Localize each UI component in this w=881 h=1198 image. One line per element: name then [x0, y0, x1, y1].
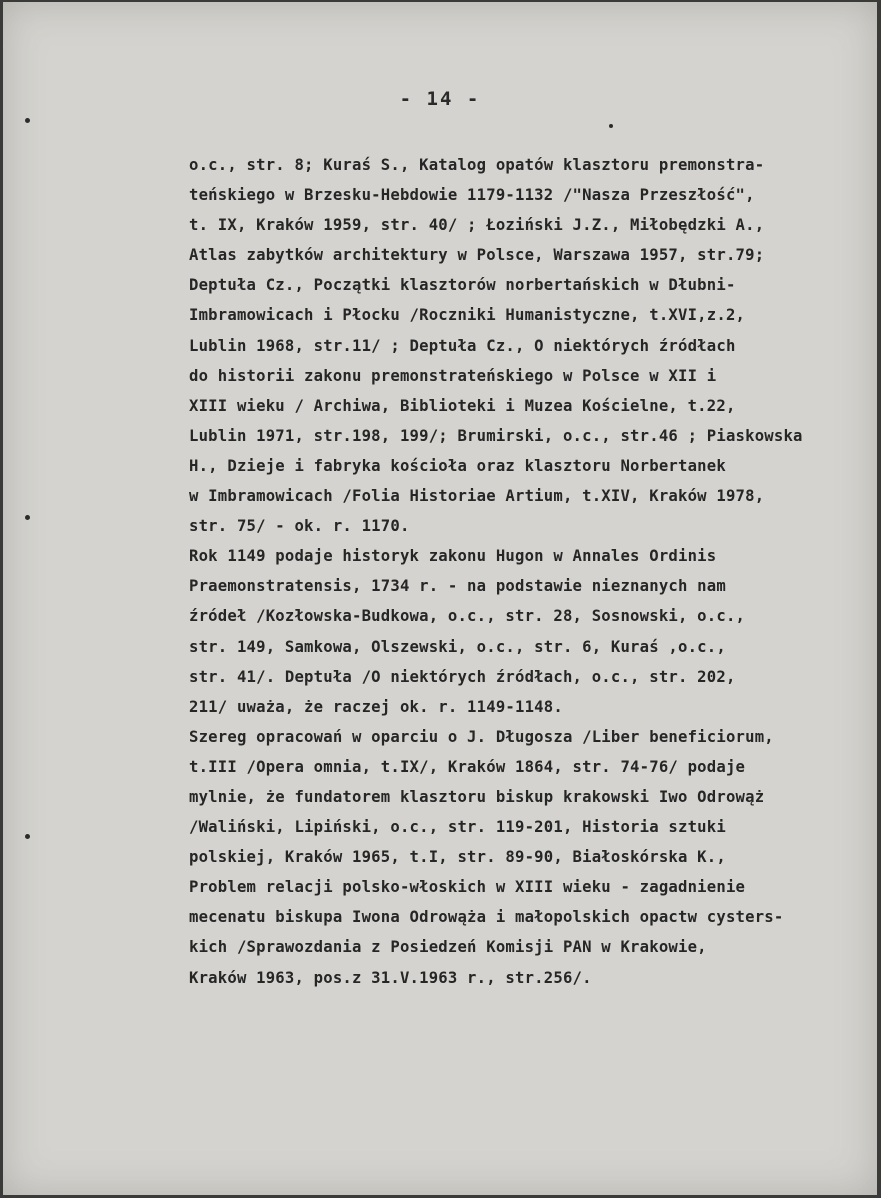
text-line: t. IX, Kraków 1959, str. 40/ ; Łoziński J.Z., Miłobędzki A., — [189, 216, 765, 235]
text-line: Atlas zabytków architektury w Polsce, Warszawa 1957, str.79; — [189, 246, 765, 265]
text-line: /Waliński, Lipiński, o.c., str. 119-201, Historia sztuki — [189, 818, 726, 837]
text-line: Kraków 1963, pos.z 31.V.1963 r., str.256/. — [189, 968, 592, 987]
footnote-text — [189, 150, 861, 993]
text-line: mylnie, że fundatorem klasztoru biskup krakowski Iwo Odrowąż — [189, 787, 765, 806]
text-line: str. 149, Samkowa, Olszewski, o.c., str. 6, Kuraś ,o.c., — [189, 637, 726, 656]
text-line: Lublin 1971, str.198, 199/; Brumirski, o.c., str.46 ; Piaskowska — [189, 426, 803, 445]
text-line: polskiej, Kraków 1965, t.I, str. 89-90, Białoskórska K., — [189, 848, 726, 867]
text-line: Problem relacji polsko-włoskich w XIII wieku - zagadnienie — [189, 878, 746, 897]
text-line: Praemonstratensis, 1734 r. - na podstawie nieznanych nam — [189, 577, 726, 596]
document-page — [3, 2, 877, 1195]
text-line: w Imbramowicach /Folia Historiae Artium, t.XIV, Kraków 1978, — [189, 487, 765, 506]
text-line: t.III /Opera omnia, t.IX/, Kraków 1864, str. 74-76/ podaje — [189, 757, 746, 776]
text-line: str. 75/ - ok. r. 1170. — [189, 517, 410, 536]
ink-dot-mark — [609, 124, 613, 128]
text-line: do historii zakonu premonstrateńskiego w Polsce w XII i — [189, 366, 717, 385]
text-line: Imbramowicach i Płocku /Roczniki Humanistyczne, t.XVI,z.2, — [189, 306, 746, 325]
text-line: Lublin 1968, str.11/ ; Deptuła Cz., O niektórych źródłach — [189, 336, 736, 355]
text-line: źródeł /Kozłowska-Budkowa, o.c., str. 28, Sosnowski, o.c., — [189, 607, 746, 626]
text-line: Szereg opracowań w oparciu o J. Długosza /Liber beneficiorum, — [189, 727, 774, 746]
text-line: teńskiego w Brzesku-Hebdowie 1179-1132 /"Nasza Przeszłość", — [189, 186, 755, 205]
text-line: XIII wieku / Archiwa, Biblioteki i Muzea Kościelne, t.22, — [189, 396, 736, 415]
punch-hole-mark — [25, 515, 30, 520]
text-line: 211/ uważa, że raczej ok. r. 1149-1148. — [189, 697, 563, 716]
text-line: Rok 1149 podaje historyk zakonu Hugon w Annales Ordinis — [189, 547, 717, 566]
text-line: str. 41/. Deptuła /O niektórych źródłach, o.c., str. 202, — [189, 667, 736, 686]
text-line: H., Dzieje i fabryka kościoła oraz klasztoru Norbertanek — [189, 456, 726, 475]
text-line: kich /Sprawozdania z Posiedzeń Komisji PAN w Krakowie, — [189, 938, 707, 957]
punch-hole-mark — [25, 834, 30, 839]
text-line: Deptuła Cz., Początki klasztorów norbertańskich w Dłubni- — [189, 276, 736, 295]
text-line: o.c., str. 8; Kuraś S., Katalog opatów klasztoru premonstra- — [189, 156, 765, 174]
page-number: - 14 - — [399, 88, 481, 110]
text-line: mecenatu biskupa Iwona Odrowąża i małopolskich opactw cysters- — [189, 908, 784, 927]
punch-hole-mark — [25, 118, 30, 123]
